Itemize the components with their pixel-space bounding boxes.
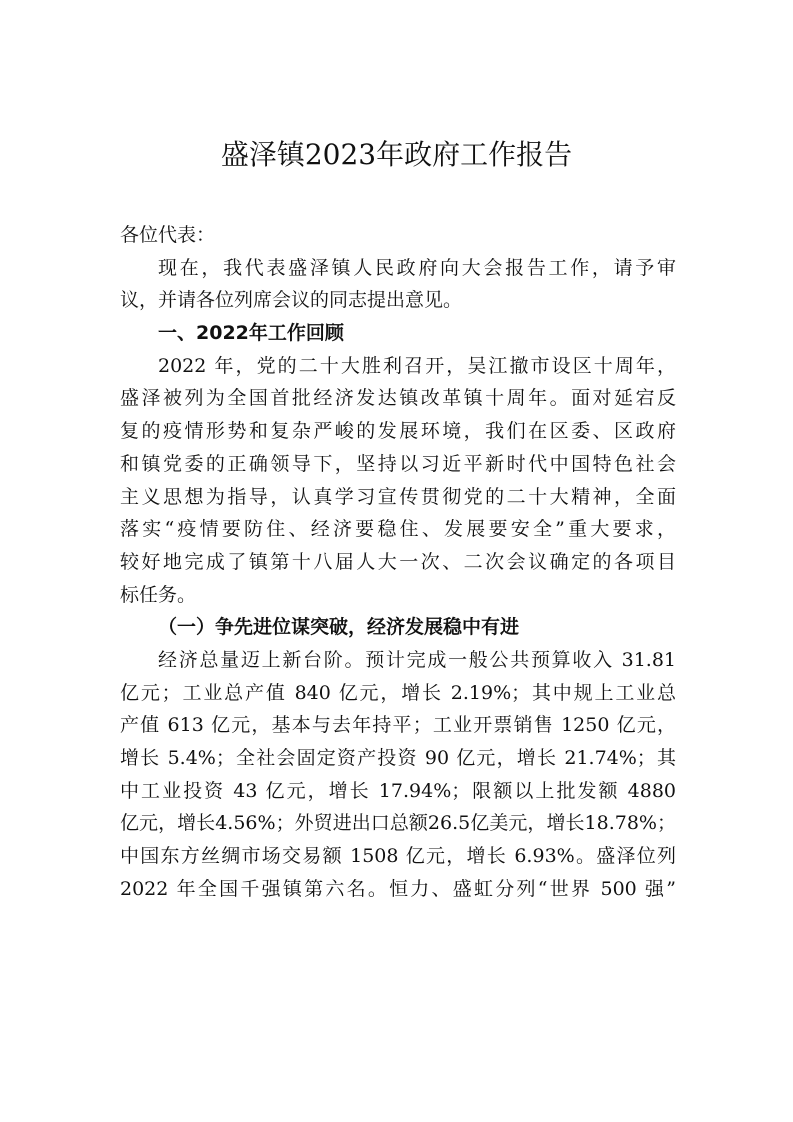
paragraph-line: 中工业投资 43 亿元，增长 17.94%；限额以上批发额 4880 bbox=[120, 779, 676, 802]
paragraph-line: 较好地完成了镇第十八届人大一次、二次会议确定的各项目 bbox=[120, 550, 676, 573]
paragraph-line: 经济总量迈上新台阶。预计完成一般公共预算收入 31.81 bbox=[158, 648, 676, 671]
paragraph-line: 标任务。 bbox=[120, 583, 197, 606]
document-title: 盛泽镇2023年政府工作报告 bbox=[220, 138, 573, 171]
paragraph-line: 复的疫情形势和复杂严峻的发展环境，我们在区委、区政府 bbox=[120, 420, 676, 443]
paragraph-line: 主义思想为指导，认真学习宣传贯彻党的二十大精神，全面 bbox=[120, 485, 676, 508]
paragraph-line: 中国东方丝绸市场交易额 1508 亿元，增长 6.93%。盛泽位列 bbox=[120, 845, 676, 868]
paragraph-line: 和镇党委的正确领导下，坚持以习近平新时代中国特色社会 bbox=[120, 452, 676, 475]
paragraph-line: 亿元，增长4.56%；外贸进出口总额26.5亿美元，增长18.78%； bbox=[120, 812, 676, 835]
paragraph-line: 盛泽被列为全国首批经济发达镇改革镇十周年。面对延宕反 bbox=[120, 387, 676, 410]
subsection-heading: （一）争先进位谋突破，经济发展稳中有进 bbox=[158, 616, 520, 639]
paragraph-line: 2022 年全国千强镇第六名。恒力、盛虹分列“世界 500 强” bbox=[120, 877, 676, 900]
paragraph-line: 亿元；工业总产值 840 亿元，增长 2.19%；其中规上工业总 bbox=[120, 681, 676, 704]
document-body bbox=[120, 219, 676, 905]
paragraph-line: 2022 年，党的二十大胜利召开，吴江撤市设区十周年， bbox=[158, 354, 676, 377]
intro-line: 议，并请各位列席会议的同志提出意见。 bbox=[120, 289, 463, 312]
paragraph-line: 产值 613 亿元，基本与去年持平；工业开票销售 1250 亿元， bbox=[120, 714, 676, 737]
intro-line: 现在，我代表盛泽镇人民政府向大会报告工作，请予审 bbox=[158, 256, 676, 279]
section-heading: 一、2022年工作回顾 bbox=[158, 322, 344, 345]
paragraph-line: 增长 5.4%；全社会固定资产投资 90 亿元，增长 21.74%；其 bbox=[120, 747, 676, 769]
paragraph-line: 落实“疫情要防住、经济要稳住、发展要安全”重大要求， bbox=[120, 518, 676, 541]
salutation: 各位代表： bbox=[120, 224, 216, 246]
